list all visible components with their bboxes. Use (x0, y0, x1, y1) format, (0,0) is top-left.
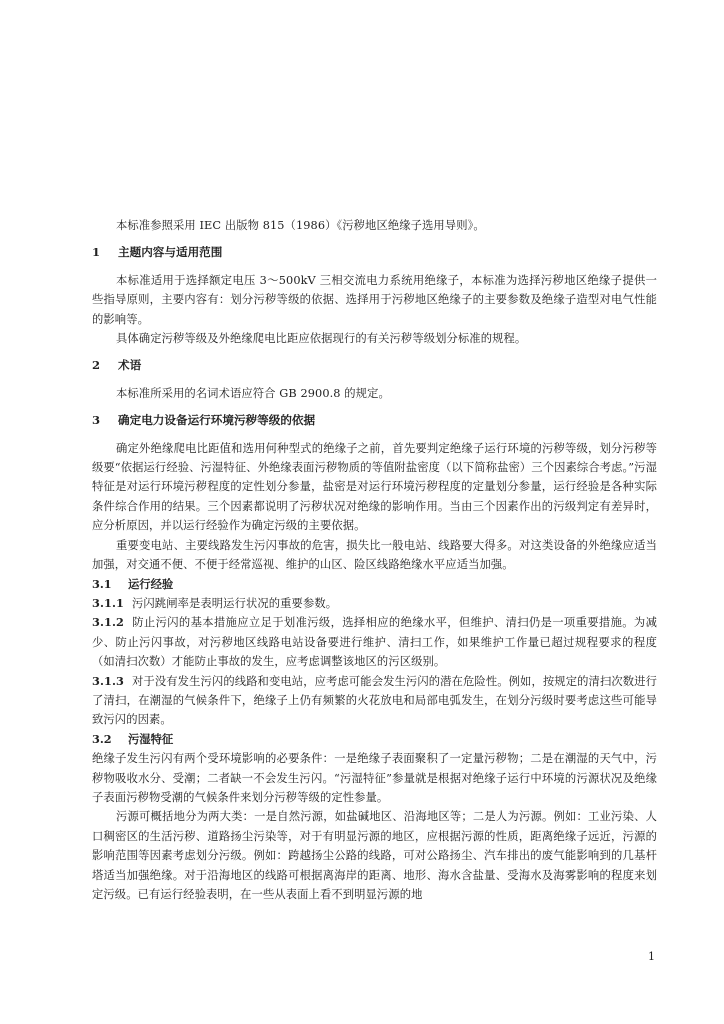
section-3-1-title: 运行经验 (128, 576, 174, 591)
section-3-paragraph-1: 确定外绝缘爬电比距值和选用何种型式的绝缘子之前，首先要判定绝缘子运行环境的污秽等级，划分污秽等级要“依据运行经验、污湿特征、外绝缘表面污秽物质的等值附盐密度（以下简称盐密）三个因素综合考虑。”污湿特征是对运行环境污秽程度的定性划分参量，盐密是对运行环境污秽程度的定量划分参量，运行经验是各种实际条件综合作用的结果。三个因素都说明了污秽状况对绝缘的影响作用。当由三个因素作出的污级判定有差异时，应分析原因，并以运行经验作为确定污级的主要依据。 (92, 441, 657, 533)
section-2-paragraph-1: 本标准所采用的名词术语应符合 GB 2900.8 的规定。 (116, 386, 390, 400)
section-1-number: 1 (92, 245, 101, 260)
clause-3-1-3-number: 3.1.3 (92, 673, 124, 688)
section-3-title: 确定电力设备运行环境污秽等级的依据 (118, 413, 316, 428)
section-3-1-heading (92, 575, 657, 594)
section-1-heading (92, 243, 657, 262)
clause-3-1-1-text: 污闪跳闸率是表明运行状况的重要参数。 (132, 596, 338, 610)
clause-3-1-3-text: 对于没有发生污闪的线路和变电站，应考虑可能会发生污闪的潜在危险性。例如，按规定的清扫次数进行了清扫，在潮湿的气候条件下，绝缘子上仍有频繁的火花放电和局部电弧发生，在划分污级时要考虑这些可能导致污闪的因素。 (92, 674, 657, 727)
section-3-2-heading (92, 730, 657, 749)
clause-3-1-3 (92, 672, 657, 730)
section-1-title: 主题内容与适用范围 (118, 245, 223, 260)
clause-3-1-1 (92, 594, 657, 613)
section-3-paragraph-2: 重要变电站、主要线路发生污闪事故的危害，损失比一般电站、线路要大得多。对这类设备的外绝缘应适当加强，对交通不便、不便于经常巡视、维护的山区、险区线路绝缘水平应适当加强。 (92, 538, 657, 572)
section-3-2-paragraph-2: 污源可概括地分为两大类：一是自然污源，如盐碱地区、沿海地区等；二是人为污源。例如：工业污染、人口稠密区的生活污秽、道路扬尘污染等，对于有明显污源的地区，应根据污源的性质，距离绝缘子远近，污源的影响范围等因素考虑划分污级。例如：跨越扬尘公路的线路，可对公路扬尘、汽车排出的废气能影响到的几基杆塔适当加强绝缘。对于沿海地区的线路可根据离海岸的距离、地形、海水含盐量、受海水及海雾影响的程度来划定污级。已有运行经验表明，在一些从表面上看不到明显污源的地 (92, 810, 657, 901)
clause-3-1-2 (92, 613, 657, 671)
section-3-1-number: 3.1 (92, 576, 112, 591)
section-3-2-number: 3.2 (92, 731, 112, 746)
page-body (92, 216, 657, 904)
section-2-heading (92, 356, 657, 375)
section-1-paragraph-2: 具体确定污秽等级及外绝缘爬电比距应依据现行的有关污秽等级划分标准的规程。 (116, 332, 527, 346)
clause-3-1-2-text: 防止污闪的基本措施应立足于划准污级，选择相应的绝缘水平，但维护、清扫仍是一项重要措施。为减少、防止污闪事故，对污秽地区线路电站设备要进行维护、清扫工作，如果维护工作量已超过规程要求的程度（如清扫次数）才能防止事故的发生，应考虑调整该地区的污区级别。 (92, 616, 657, 669)
section-3-heading (92, 411, 657, 430)
section-2-number: 2 (92, 358, 101, 373)
section-3-number: 3 (92, 413, 101, 428)
foreword-text: 本标准参照采用 IEC 出版物 815（1986）《污秽地区绝缘子选用导则》。 (116, 219, 485, 232)
section-1-paragraph-1: 本标准适用于选择额定电压 3～500kV 三相交流电力系统用绝缘子，本标准为选择污秽地区绝缘子提供一些指导原则，主要内容有：划分污秽等级的依据、选择用于污秽地区绝缘子的主要参数及绝缘子造型对电气性能的影响等。 (92, 273, 657, 326)
clause-3-1-1-number: 3.1.1 (92, 595, 124, 610)
section-2-title: 术语 (118, 358, 142, 373)
section-3-2-paragraph-1: 绝缘子发生污闪有两个受环境影响的必要条件：一是绝缘子表面聚积了一定量污秽物；二是在潮湿的天气中，污秽物吸收水分、受潮；二者缺一不会发生污闪。“污湿特征”参量就是根据对绝缘子运行中环境的污源状况及绝缘子表面污秽物受潮的气候条件来划分污秽等级的定性参量。 (92, 752, 657, 804)
clause-3-1-2-number: 3.1.2 (92, 615, 124, 630)
page-number: 1 (648, 950, 655, 963)
section-3-2-title: 污湿特征 (128, 731, 174, 746)
